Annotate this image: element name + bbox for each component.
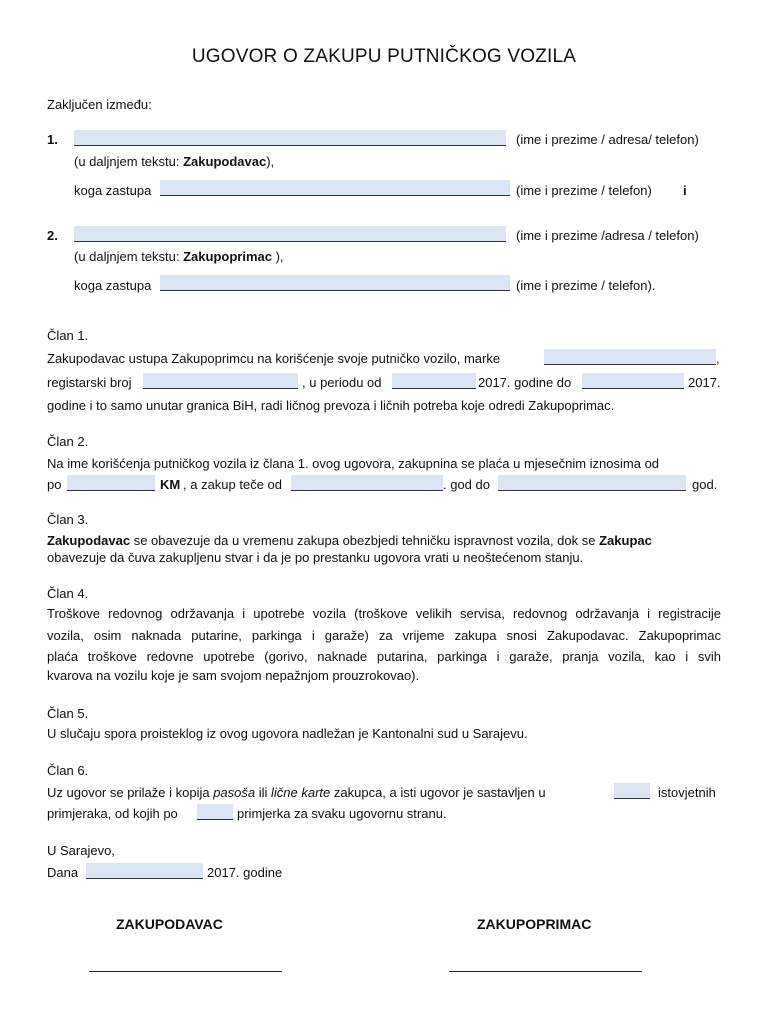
clan4-line1: Troškove redovnog održavanja i upotrebe vozila (troškove velikih servisa, redovnog održavanja i registracije	[47, 606, 721, 621]
signature-left-label: ZAKUPODAVAC	[116, 916, 223, 932]
party2-rep-label: koga zastupa	[74, 278, 152, 293]
place-text: U Sarajevo,	[47, 843, 115, 858]
party1-rep-hint: (ime i prezime / telefon)	[516, 183, 652, 198]
party1-name-field[interactable]	[74, 130, 506, 146]
clan2-to-label: . god do	[443, 477, 490, 492]
lease-to-field[interactable]	[498, 475, 686, 491]
clan6-identical-label: istovjetnih	[658, 785, 716, 800]
clan6-heading: Član 6.	[47, 763, 89, 778]
date-field[interactable]	[86, 863, 203, 879]
party1-number: 1.	[47, 132, 58, 147]
party2-note: (u daljnjem tekstu: Zakupoprimac ),	[74, 249, 284, 264]
clan2-po-label: po	[47, 477, 62, 492]
period-from-field[interactable]	[392, 373, 476, 389]
clan5-heading: Član 5.	[47, 706, 89, 721]
signature-right-label: ZAKUPOPRIMAC	[477, 916, 592, 932]
party-conjunction: i	[683, 183, 687, 198]
clan1-period-to-label: 2017. godine do	[478, 375, 572, 390]
party2-number: 2.	[47, 228, 58, 243]
document-title: UGOVOR O ZAKUPU PUTNIČKOG VOZILA	[191, 46, 577, 67]
date-suffix: 2017. godine	[207, 865, 283, 880]
clan2-line1: Na ime korišćenja putničkog vozila iz člana 1. ovog ugovora, zakupnina se plaća u mjesečnim iznosima od	[47, 456, 660, 471]
clan4-line3: plaća troškove redovne upotrebe (gorivo, naknade putarina, parkinga i garaže, pranja vozila, kao i svih	[47, 649, 721, 664]
party1-hint: (ime i prezime / adresa/ telefon)	[516, 132, 699, 147]
signature-left-line[interactable]	[89, 971, 282, 972]
clan1-year: 2017.	[688, 375, 721, 390]
signature-right-line[interactable]	[449, 971, 642, 972]
clan2-god-label: god.	[692, 477, 718, 492]
party2-rep-hint: (ime i prezime / telefon).	[516, 278, 656, 293]
clan1-comma: ,	[716, 351, 720, 366]
clan3-line2: obavezuje da čuva zakupljenu stvar i da je po prestanku ugovora vrati u neoštećenom stanju.	[47, 550, 584, 565]
clan4-heading: Član 4.	[47, 586, 89, 601]
party1-rep-field[interactable]	[160, 180, 510, 196]
lease-from-field[interactable]	[291, 475, 443, 491]
clan4-line4: kvarova na vozilu koje je sam svojom nepažnjom prouzrokovao).	[47, 668, 420, 683]
party1-note: (u daljnjem tekstu: Zakupodavac),	[74, 154, 275, 169]
intro-text: Zaključen između:	[47, 97, 152, 112]
period-to-field[interactable]	[582, 373, 684, 389]
clan1-period-label: , u periodu od	[302, 375, 382, 390]
clan5-line1: U slučaju spora proisteklog iz ovog ugovora nadležan je Kantonalni sud u Sarajevu.	[47, 726, 528, 741]
rent-amount-field[interactable]	[67, 475, 155, 491]
party2-hint: (ime i prezime /adresa / telefon)	[516, 228, 699, 243]
party2-rep-field[interactable]	[160, 275, 510, 291]
date-label: Dana	[47, 865, 79, 880]
party1-rep-label: koga zastupa	[74, 183, 152, 198]
clan2-heading: Član 2.	[47, 434, 89, 449]
clan6-line2b: primjerka za svaku ugovornu stranu.	[237, 806, 447, 821]
clan1-line3: godine i to samo unutar granica BiH, radi ličnog prevoza i ličnih potreba koje odredi Zakupoprimac.	[47, 398, 615, 413]
currency-label: KM	[160, 477, 181, 492]
clan3-heading: Član 3.	[47, 512, 89, 527]
clan2-from-label: , a zakup teče od	[183, 477, 283, 492]
party2-name-field[interactable]	[74, 226, 506, 242]
copies-each-field[interactable]	[197, 804, 233, 820]
copies-count-field[interactable]	[614, 783, 650, 799]
vehicle-make-field[interactable]	[544, 349, 716, 365]
clan6-line1: Uz ugovor se prilaže i kopija pasoša ili lične karte zakupca, a isti ugovor je sastavljen u	[47, 785, 546, 800]
clan3-line1: Zakupodavac se obavezuje da u vremenu zakupa obezbjedi tehničku ispravnost vozila, dok se Zakupac	[47, 533, 652, 548]
clan1-reg-label: registarski broj	[47, 375, 132, 390]
clan6-line2a: primjeraka, od kojih po	[47, 806, 178, 821]
clan4-line2: vozila, osim naknada putarine, parkinga i garaže) za vrijeme zakupa snosi Zakupodavac. Zakupoprimac	[47, 628, 721, 643]
clan1-heading: Član 1.	[47, 328, 89, 343]
registration-field[interactable]	[143, 373, 298, 389]
clan1-line1: Zakupodavac ustupa Zakupoprimcu na korišćenje svoje putničko vozilo, marke	[47, 351, 501, 366]
